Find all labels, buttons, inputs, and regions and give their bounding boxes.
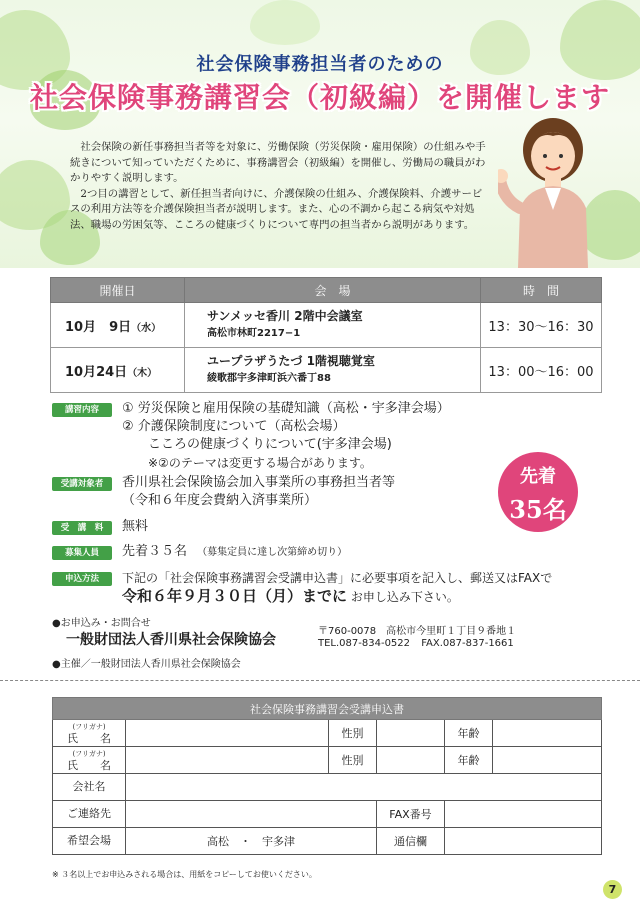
weekday: （木） [127, 367, 158, 379]
contact-label: ご連絡先 [53, 801, 126, 828]
badge-top-text: 先着 [520, 466, 556, 487]
gender-field-2[interactable] [377, 747, 445, 774]
fee-value: 無料 [122, 519, 149, 534]
time-column-header: 時 間 [481, 278, 602, 303]
badge-bottom-text: 35名 [509, 495, 567, 524]
intro-paragraph: 社会保険の新任事務担当者等を対象に、労働保険（労災保険・雇用保険）の仕組みや手続きについて知っていただくために、事務講習会（初級編）を開催し、労働局の職員がわかりやすく説明します。 [70, 141, 486, 185]
capacity-label: 募集人員 [52, 546, 112, 560]
schedule-table [50, 277, 602, 393]
capacity-value [122, 543, 347, 562]
session-date [51, 303, 185, 348]
age-field-2[interactable] [493, 747, 602, 774]
form-row [53, 774, 602, 801]
furigana-label: (フリガナ) [72, 723, 106, 731]
method-label: 申込方法 [52, 572, 112, 586]
date-value: 10月 9日 [65, 319, 132, 335]
fee-label: 受 講 料 [52, 521, 112, 535]
venue-options[interactable]: 高松 ・ 宇多津 [126, 828, 377, 855]
capacity-note: （募集定員に達し次第締め切り） [197, 547, 348, 558]
postal-address: 〒760-0078 高松市今里町１丁目９番地１ [318, 626, 517, 637]
age-label: 年齢 [445, 720, 493, 747]
organization-name: 一般財団法人香川県社会保険協会 [66, 632, 276, 648]
date-value: 10月24日 [65, 364, 128, 380]
page-number: 7 [603, 880, 622, 899]
fax-field[interactable] [445, 801, 602, 828]
company-label: 会社名 [53, 774, 126, 801]
session-time: 13：00〜16：00 [481, 348, 602, 393]
comms-label: 通信欄 [377, 828, 445, 855]
cut-line [0, 680, 640, 681]
footnote: ※ ３名以上でお申込みされる場合は、用紙をコピーしてお使いください。 [52, 870, 317, 879]
date-column-header: 開催日 [51, 278, 185, 303]
phone-fax [318, 638, 514, 649]
name-text: 氏 名 [67, 732, 111, 745]
table-row [51, 348, 602, 393]
target-audience [122, 474, 395, 510]
page-subtitle: 社会保険事務担当者のための [196, 54, 444, 75]
method-tail: お申し込み下さい。 [350, 590, 459, 604]
table-row [51, 303, 602, 348]
application-form [52, 697, 602, 855]
venue-address: 高松市林町2217−1 [207, 328, 301, 339]
venue-name: ユープラザうたづ 1階視聴覚室 [207, 354, 375, 368]
content-line: ② 介護保険制度について（高松会場） [122, 419, 346, 434]
method-line: 下記の「社会保険事務講習会受講申込書」に必要事項を記入し、郵送又はFAXで [122, 571, 553, 585]
age-label: 年齢 [445, 747, 493, 774]
target-line: （令和６年度会費納入済事業所） [122, 493, 318, 508]
weekday: （水） [131, 322, 162, 334]
content-line: こころの健康づくりについて(宇多津会場) [148, 437, 392, 452]
name-text: 氏 名 [67, 759, 111, 772]
header-banner [0, 0, 640, 268]
form-row [53, 720, 602, 747]
age-field-1[interactable] [493, 720, 602, 747]
session-time: 13：30〜16：30 [481, 303, 602, 348]
deadline: 令和６年９月３０日（月）までに [122, 587, 348, 605]
course-content [122, 400, 450, 472]
gender-label: 性別 [329, 720, 377, 747]
fax-number: FAX.087-837-1661 [421, 638, 514, 649]
comms-field[interactable] [445, 828, 602, 855]
form-row [53, 801, 602, 828]
target-line: 香川県社会保険協会加入事業所の事務担当者等 [122, 475, 396, 490]
venue-name: サンメッセ香川 2階中会議室 [207, 309, 363, 323]
target-label: 受講対象者 [52, 477, 112, 491]
intro-text [70, 140, 490, 234]
gender-label: 性別 [329, 747, 377, 774]
application-method [122, 569, 552, 606]
sponsor: ●主催／一般財団法人香川県社会保険協会 [52, 659, 241, 670]
fax-label: FAX番号 [377, 801, 445, 828]
session-date [51, 348, 185, 393]
capacity-text: 先着３５名 [122, 544, 188, 559]
session-venue [185, 348, 481, 393]
name-field-1[interactable] [126, 720, 329, 747]
phone-number: TEL.087-834-0522 [318, 638, 411, 649]
form-title: 社会保険事務講習会受講申込書 [53, 698, 602, 720]
venue-column-header: 会 場 [185, 278, 481, 303]
name-label [53, 720, 126, 747]
venue-address: 綾歌郡宇多津町浜六番丁88 [207, 373, 331, 384]
form-row [53, 747, 602, 774]
contact-field[interactable] [126, 801, 377, 828]
intro-paragraph: 2つ目の講習として、新任担当者向けに、介護保険の仕組み、介護保険料、介護サービスの利用方法等を介護保険担当者が説明します。また、心の不調から起こる病気や対処法、職場の労困気等、こころの健康づくりについて専門の担当者から説明があります。 [70, 187, 483, 231]
form-row [53, 828, 602, 855]
name-label [53, 747, 126, 774]
page-title: 社会保険事務講習会（初級編）を開催します [29, 81, 610, 114]
schedule-header-row [51, 278, 602, 303]
gender-field-1[interactable] [377, 720, 445, 747]
contact-heading: ●お申込み・お問合せ [52, 618, 151, 629]
content-line: ① 労災保険と雇用保険の基礎知識（高松・宇多津会場） [122, 401, 450, 416]
furigana-label: (フリガナ) [72, 750, 106, 758]
name-field-2[interactable] [126, 747, 329, 774]
venue-label: 希望会場 [53, 828, 126, 855]
content-note: ※②のテーマは変更する場合があります。 [148, 456, 372, 470]
content-label: 講習内容 [52, 403, 112, 417]
session-venue [185, 303, 481, 348]
clover-leaf-decoration [250, 0, 320, 45]
company-field[interactable] [126, 774, 602, 801]
presenter-illustration [498, 110, 608, 268]
capacity-badge [498, 452, 578, 532]
